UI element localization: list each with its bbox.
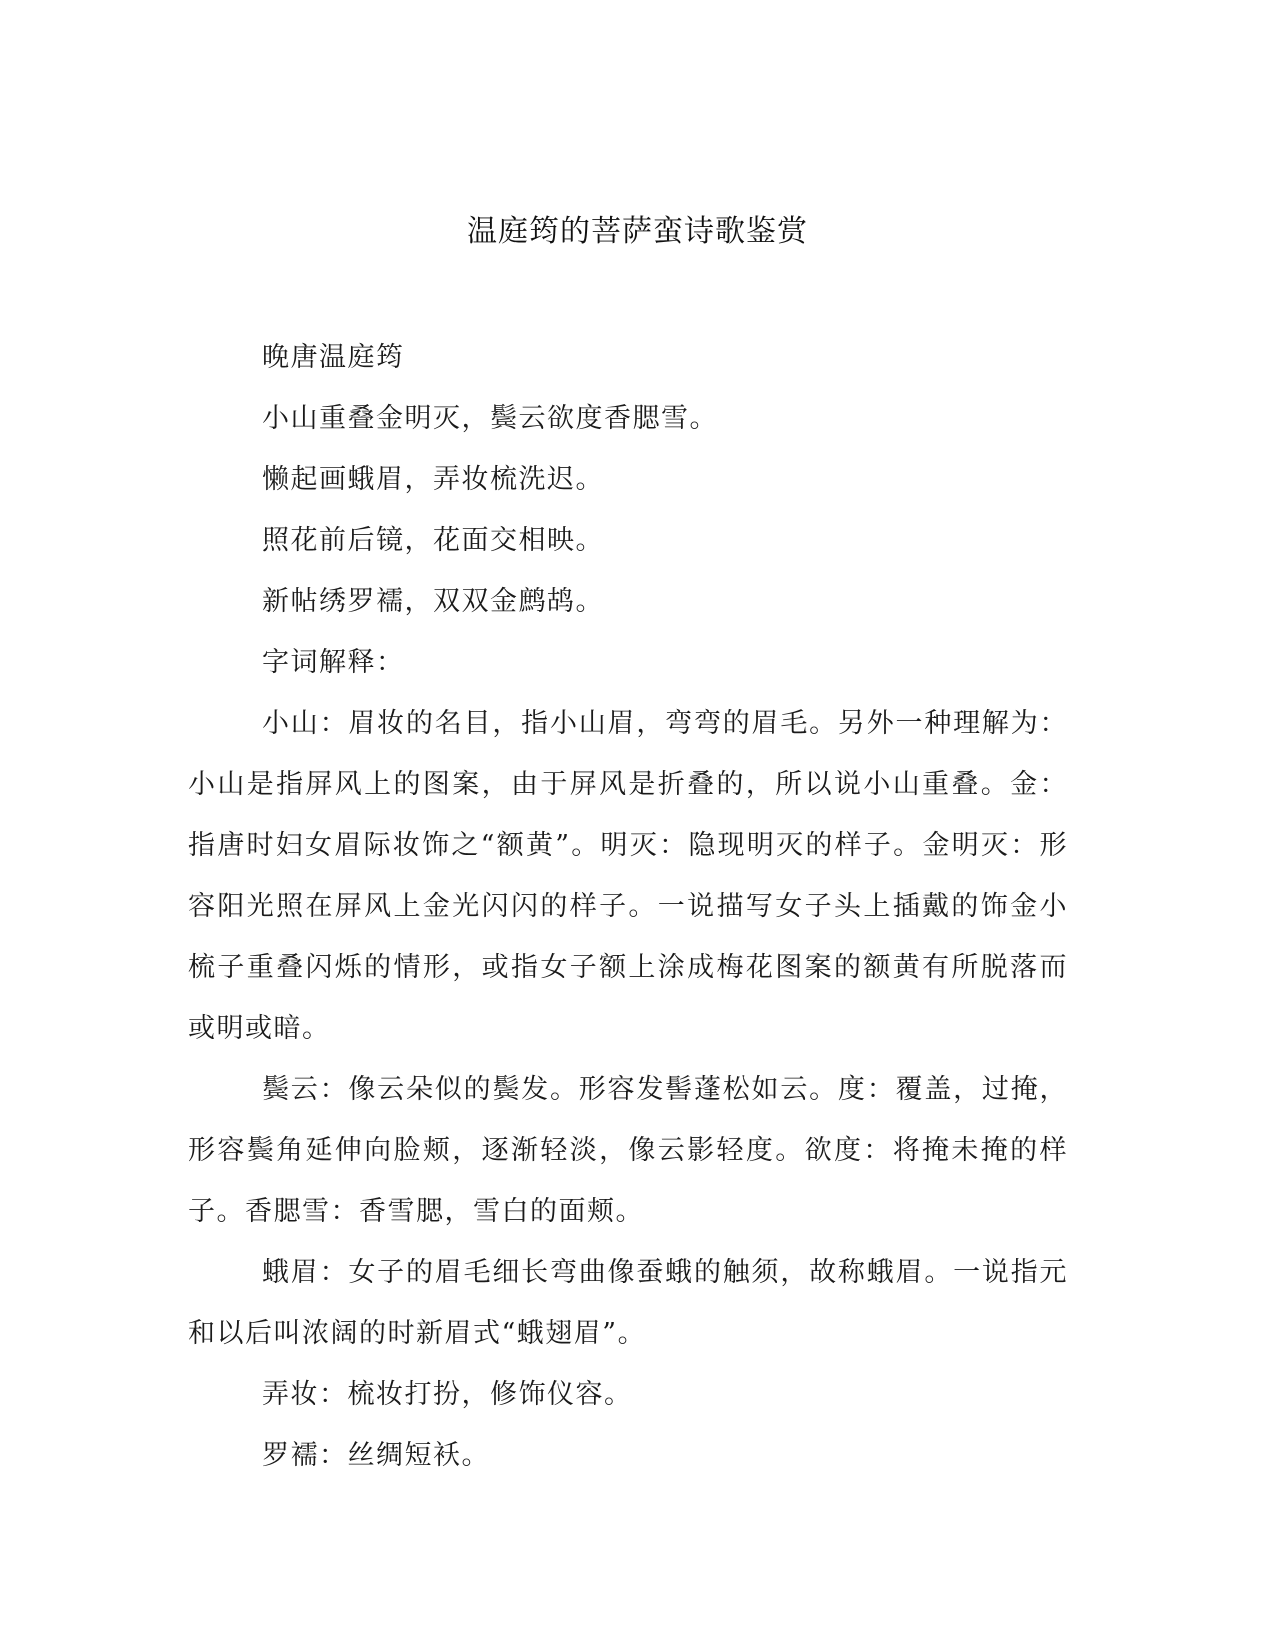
page-title: 温庭筠的菩萨蛮诗歌鉴赏 — [467, 214, 808, 249]
poem-line: 新帖绣罗襦，双双金鹧鸪。 — [262, 586, 604, 617]
paragraph-line: 形容鬓角延伸向脸颊，逐渐轻淡，像云影轻度。欲度：将掩未掩的样 — [188, 1135, 1068, 1166]
poem-line: 懒起画蛾眉，弄妆梳洗迟。 — [262, 464, 604, 495]
paragraph-line: 容阳光照在屏风上金光闪闪的样子。一说描写女子头上插戴的饰金小 — [188, 891, 1068, 922]
paragraph-line: 罗襦：丝绸短袄。 — [262, 1440, 490, 1471]
paragraph-line: 小山：眉妆的名目，指小山眉，弯弯的眉毛。另外一种理解为： — [262, 708, 1068, 739]
poem-line: 小山重叠金明灭，鬓云欲度香腮雪。 — [262, 403, 718, 434]
paragraph-line: 或明或暗。 — [188, 1013, 331, 1044]
poem-line: 照花前后镜，花面交相映。 — [262, 525, 604, 556]
paragraph-line: 蛾眉：女子的眉毛细长弯曲像蚕蛾的触须，故称蛾眉。一说指元 — [262, 1257, 1068, 1288]
paragraph-line: 指唐时妇女眉际妆饰之“额黄”。明灭：隐现明灭的样子。金明灭：形 — [188, 830, 1068, 861]
paragraph-line: 梳子重叠闪烁的情形，或指女子额上涂成梅花图案的额黄有所脱落而 — [188, 952, 1068, 983]
section-heading: 字词解释： — [262, 647, 405, 678]
paragraph-line: 小山是指屏风上的图案，由于屏风是折叠的，所以说小山重叠。金： — [188, 769, 1068, 800]
paragraph-line: 鬓云：像云朵似的鬓发。形容发髻蓬松如云。度：覆盖，过掩， — [262, 1074, 1068, 1105]
paragraph-line: 和以后叫浓阔的时新眉式“蛾翅眉”。 — [188, 1318, 647, 1349]
paragraph-line: 弄妆：梳妆打扮，修饰仪容。 — [262, 1379, 633, 1410]
document-body — [188, 327, 1068, 1486]
paragraph-line: 子。香腮雪：香雪腮，雪白的面颊。 — [188, 1196, 644, 1227]
author-line: 晚唐温庭筠 — [262, 342, 405, 373]
